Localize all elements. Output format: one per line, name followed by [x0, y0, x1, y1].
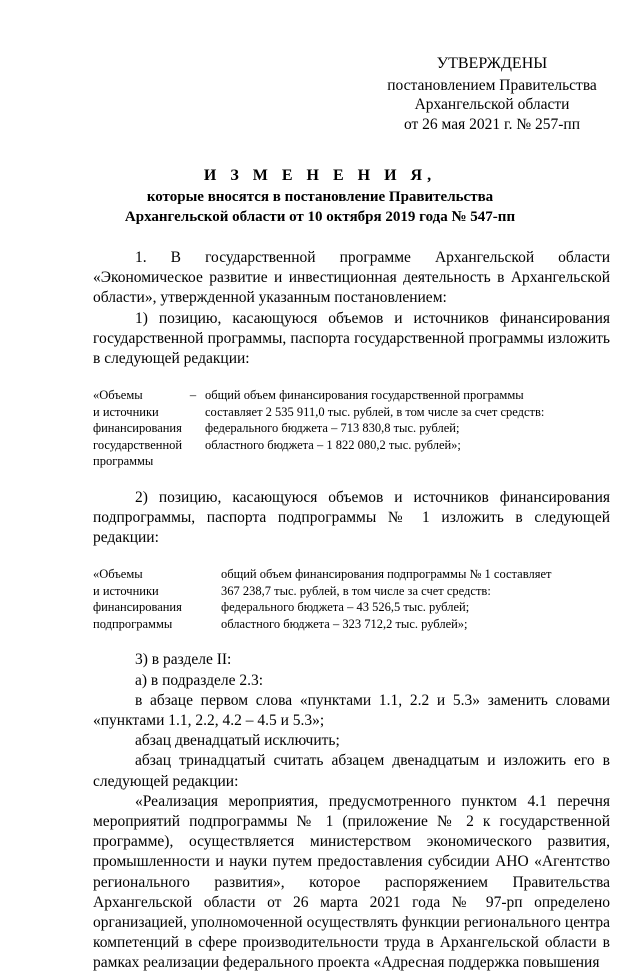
value-line: общий объем финансирования подпрограммы № 1 составляет — [221, 567, 552, 582]
value-line: общий объем финансирования государственной программы — [205, 388, 524, 403]
label-line: программы — [93, 454, 154, 469]
value-line: составляет 2 535 911,0 тыс. рублей, в том числе за счет средств: — [205, 404, 545, 419]
paragraph-4: 3) в разделе II: — [135, 651, 232, 669]
label-line: и источники — [93, 583, 159, 598]
table-label-cell — [93, 566, 221, 632]
paragraph-8: абзац тринадцатый считать абзацем двенадцатым и изложить его в следующей редакции: — [93, 752, 610, 790]
table-value-cell — [221, 566, 610, 632]
table-dash: – — [189, 388, 197, 403]
title-subtitle-line: которые вносятся в постановление Правительства — [146, 189, 494, 205]
paragraph-5: а) в подразделе 2.3: — [135, 671, 264, 689]
paragraph-6: в абзаце первом слова «пунктами 1.1, 2.2 и 5.3» заменить словами «пунктами 1.1, 2.2, 4.2 – 4.5 и 5.3»; — [93, 691, 610, 729]
value-line: федерального бюджета – 43 526,5 тыс. рублей; — [221, 600, 470, 615]
value-line: федерального бюджета – 713 830,8 тыс. рублей; — [205, 421, 460, 436]
financing-table-program — [93, 387, 610, 470]
title-subtitle-line: Архангельской области от 10 октября 2019 года № 547-пп — [124, 209, 516, 225]
paragraph-1: 1. В государственной программе Архангельской области «Экономическое развитие и инвестиционная деятельность в Архангельской области», утвержденной указанным постановлением: — [93, 249, 610, 307]
paragraph-7: абзац двенадцатый исключить; — [135, 732, 340, 750]
label-line: финансирования — [93, 421, 182, 436]
paragraph-9: «Реализация мероприятия, предусмотренного пунктом 4.1 перечня мероприятий подпрограммы № 1 (приложение № 2 к государственной программе), осуществляется министерством экономического развития, промышленности и науки путем предоставления субсидии АНО «Агентство регионального развития», которое распоряжением Правительства Архангельской области от 26 марта 2021 года № 97-рп определено организацией, уполномоченной осуществлять функции регионального центра компетенций в сфере производительности труда в Архангельской области в рамках реализации федерального проекта «Адресная поддержка повышения — [93, 792, 610, 972]
paragraph-2: 1) позицию, касающуюся объемов и источников финансирования государственной программы, паспорта государственной программы изложить в следующей редакции: — [93, 309, 610, 368]
label-line: подпрограммы — [93, 616, 173, 631]
table-value-cell — [205, 387, 610, 470]
document-body — [93, 248, 610, 974]
label-line: «Объемы — [93, 567, 143, 582]
financing-table-subprogram — [93, 566, 610, 632]
label-line: и источники — [93, 404, 159, 419]
value-line: 367 238,7 тыс. рублей, в том числе за счет средств: — [221, 583, 491, 598]
document-title — [92, 165, 548, 227]
paragraph-3: 2) позицию, касающуюся объемов и источников финансирования подпрограммы, паспорта подпрограммы № 1 изложить в следующей редакции: — [93, 488, 610, 547]
title-main: И З М Е Н Е Н И Я, — [203, 167, 437, 184]
approval-line: постановлением Правительства — [387, 76, 597, 94]
approval-stamp — [372, 54, 612, 134]
label-line: «Объемы — [93, 388, 143, 403]
label-line: финансирования — [93, 600, 182, 615]
approval-line: Архангельской области — [414, 96, 570, 113]
value-line: областного бюджета – 1 822 080,2 тыс. рублей»; — [205, 437, 461, 452]
value-line: областного бюджета – 323 712,2 тыс. рублей»; — [221, 616, 468, 631]
approval-line: от 26 мая 2021 г. № 257-пп — [403, 115, 581, 133]
table-label-cell — [93, 387, 181, 470]
approval-heading: УТВЕРЖДЕНЫ — [436, 55, 548, 72]
label-line: государственной — [93, 437, 183, 452]
